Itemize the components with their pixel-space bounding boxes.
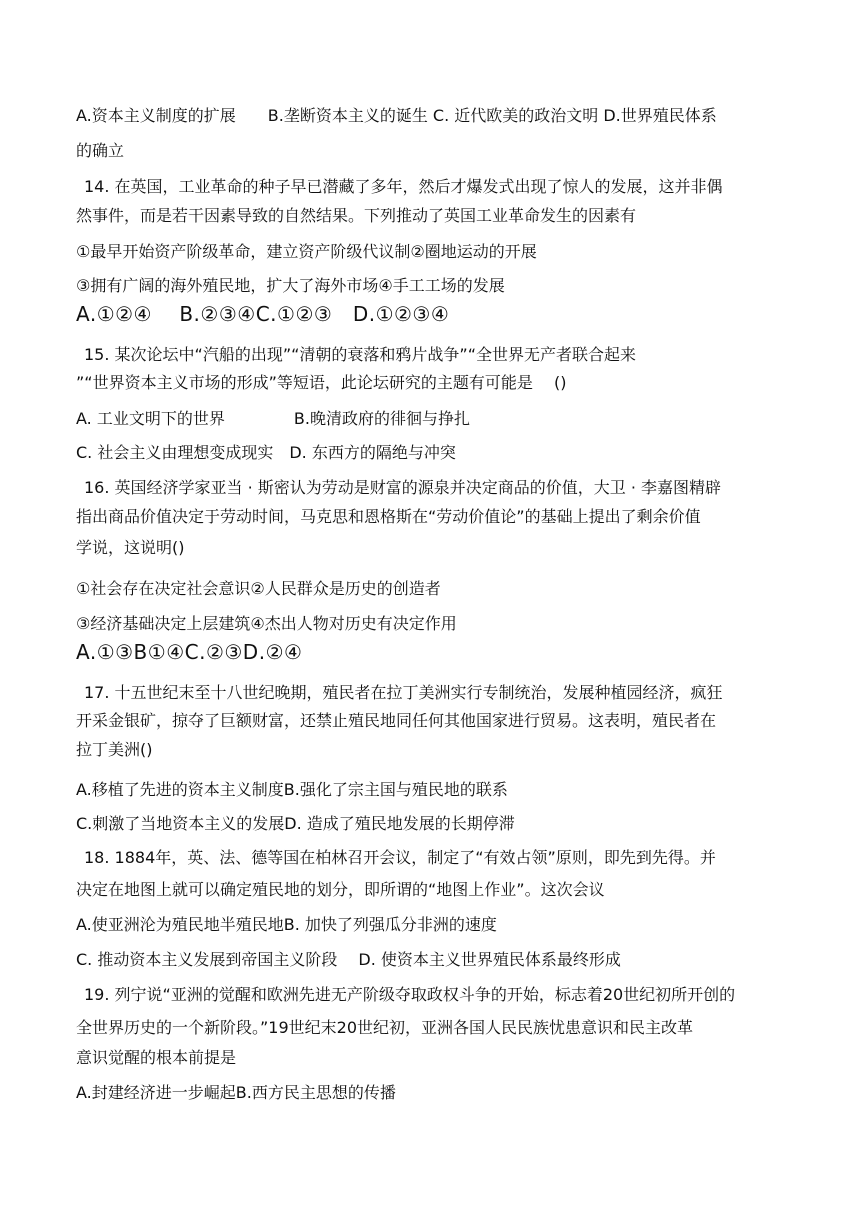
q15-options-line-1: A. 工业文明下的世界 B.晚清政府的徘徊与挣扎 [76,409,470,428]
q17-options-line-1: A.移植了先进的资本主义制度B.强化了宗主国与殖民地的联系 [76,780,508,799]
q16-stem-line-2: 指出商品价值决定于劳动时间，马克思和恩格斯在“劳动价值论”的基础上提出了剩余价值 [76,507,701,526]
q14-statement-1: ①最早开始资产阶级革命，建立资产阶级代议制②圈地运动的开展 [76,242,537,261]
q17-stem-line-2: 开采金银矿，掠夺了巨额财富，还禁止殖民地同任何其他国家进行贸易。这表明，殖民者在 [76,711,717,730]
q18-stem-line-2: 决定在地图上就可以确定殖民地的划分，即所谓的“地图上作业”。这次会议 [76,880,605,899]
q18-stem-line-1: 18. 1884年，英、法、德等国在柏林召开会议，制定了“有效占领”原则，即先到先得。并 [84,848,716,867]
q16-statement-2: ③经济基础决定上层建筑④杰出人物对历史有决定作用 [76,614,457,633]
q14-options: A.①②④ B.②③④C.①②③ D.①②③④ [76,302,450,326]
q16-stem-line-1: 16. 英国经济学家亚当 · 斯密认为劳动是财富的源泉并决定商品的价值，大卫 · 李嘉图精辟 [84,478,722,497]
q13-options-line-2: 的确立 [76,141,125,160]
q19-stem-line-3: 意识觉醒的根本前提是 [76,1048,237,1067]
q13-options-line-1: A.资本主义制度的扩展 B.垄断资本主义的诞生 C. 近代欧美的政治文明 D.世界殖民体系 [76,106,717,125]
q15-stem-line-2: ”“世界资本主义市场的形成”等短语，此论坛研究的主题有可能是 () [76,373,567,392]
q18-options-line-1: A.使亚洲沦为殖民地半殖民地B. 加快了列强瓜分非洲的速度 [76,915,497,934]
q19-stem-line-1: 19. 列宁说“亚洲的觉醒和欧洲先进无产阶级夺取政权斗争的开始，标志着20世纪初所开创的 [84,985,736,1004]
q16-stem-line-3: 学说，这说明() [76,538,185,557]
q17-stem-line-3: 拉丁美洲() [76,740,153,759]
q16-options: A.①③B①④C.②③D.②④ [76,640,303,664]
q17-stem-line-1: 17. 十五世纪末至十八世纪晚期，殖民者在拉丁美洲实行专制统治，发展种植园经济，疯狂 [84,683,723,702]
q17-options-line-2: C.刺激了当地资本主义的发展D. 造成了殖民地发展的长期停滞 [76,814,515,833]
q14-stem-line-2: 然事件，而是若干因素导致的自然结果。下列推动了英国工业革命发生的因素有 [76,206,637,225]
q15-options-line-2: C. 社会主义由理想变成现实 D. 东西方的隔绝与冲突 [76,443,456,462]
q14-statement-2: ③拥有广阔的海外殖民地，扩大了海外市场④手工工场的发展 [76,276,505,295]
q19-options-line-1: A.封建经济进一步崛起B.西方民主思想的传播 [76,1083,396,1102]
q18-options-line-2: C. 推动资本主义发展到帝国主义阶段 D. 使资本主义世界殖民体系最终形成 [76,950,621,969]
q14-stem-line-1: 14. 在英国，工业革命的种子早已潜藏了多年，然后才爆发式出现了惊人的发展，这并非偶 [84,177,723,196]
q16-statement-1: ①社会存在决定社会意识②人民群众是历史的创造者 [76,579,441,598]
q19-stem-line-2: 全世界历史的一个新阶段。”19世纪末20世纪初，亚洲各国人民民族忧患意识和民主改革 [76,1018,694,1037]
q15-stem-line-1: 15. 某次论坛中“汽船的出现”“清朝的衰落和鸦片战争”“全世界无产者联合起来 [84,345,636,364]
